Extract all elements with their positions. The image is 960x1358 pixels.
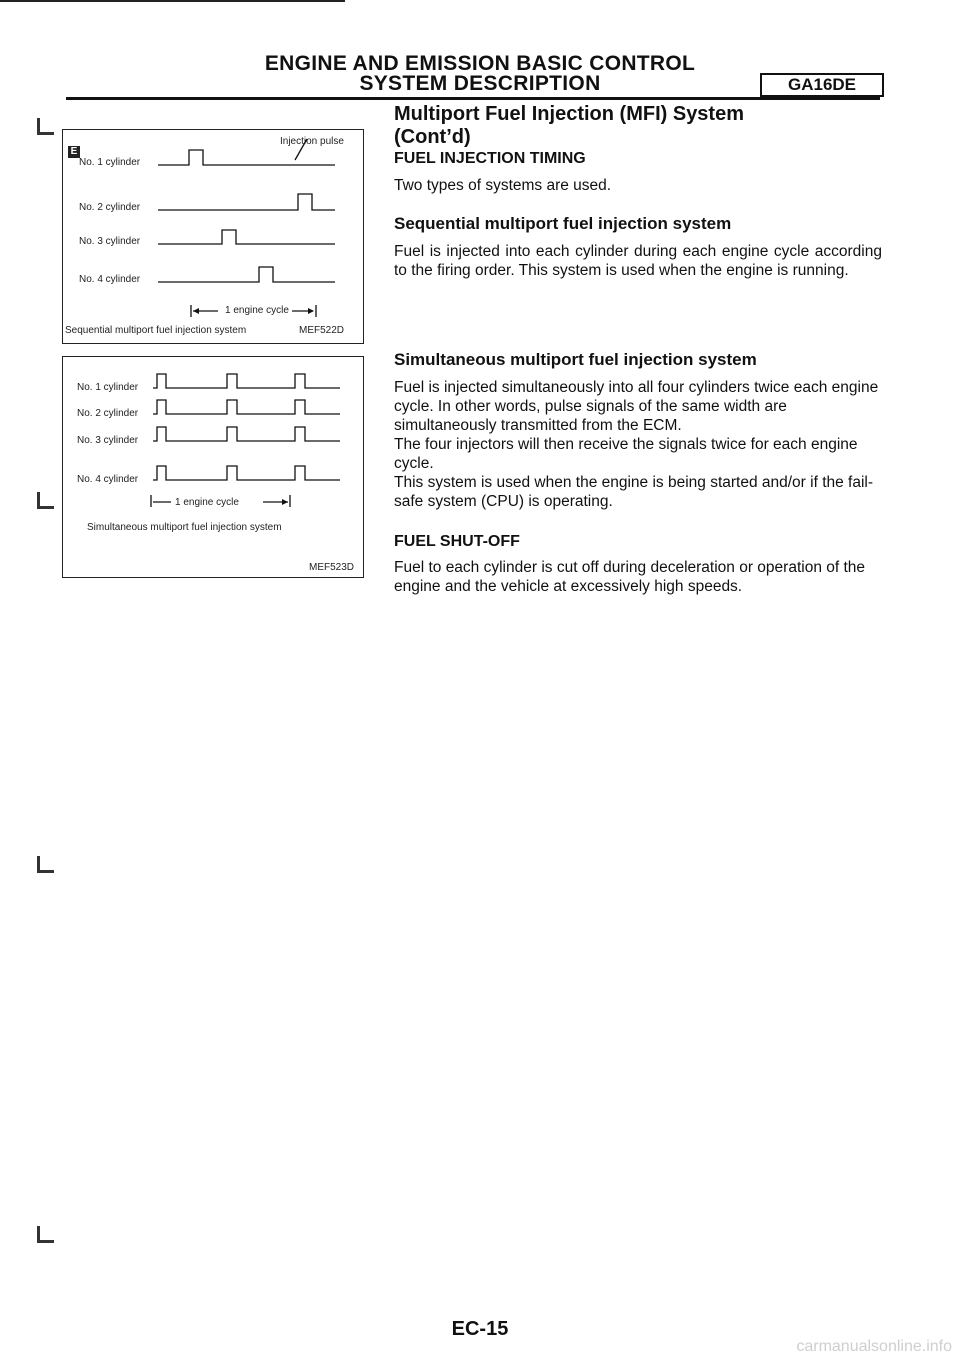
figure-caption: Simultaneous multiport fuel injection system (87, 522, 282, 533)
top-edge-rule (0, 0, 345, 2)
pulse-waveform-cyl1 (153, 374, 340, 388)
header-rule (66, 97, 880, 100)
figure-code: MEF522D (299, 325, 345, 336)
heading-simultaneous: Simultaneous multiport fuel injection system (394, 350, 757, 369)
simultaneous-body-p3: This system is used when the engine is being started and/or if the fail-safe system (CPU) is operating. (394, 474, 874, 510)
heading-fuel-shutoff: FUEL SHUT-OFF (394, 533, 520, 550)
simultaneous-body-p2: The four injectors will then receive the signals twice for each engine cycle. (394, 436, 858, 472)
binding-mark-icon (37, 118, 54, 135)
site-watermark: carmanualsonline.info (796, 1338, 952, 1355)
section-title-line1: Multiport Fuel Injection (MFI) System (394, 103, 744, 125)
section-title-line2: (Cont’d) (394, 126, 471, 148)
simultaneous-pulse-waveforms (63, 357, 363, 577)
cylinder-label: No. 4 cylinder (77, 474, 139, 485)
sequential-pulse-waveforms (63, 130, 363, 343)
page-number: EC-15 (451, 1318, 509, 1340)
cylinder-label: No. 3 cylinder (79, 236, 141, 247)
pulse-waveform-cyl2 (153, 400, 340, 414)
pulse-waveform-cyl2 (158, 194, 335, 210)
pulse-waveform-cyl3 (158, 230, 335, 244)
pulse-waveform-cyl4 (158, 267, 335, 282)
section-title (394, 103, 874, 149)
engine-model-badge: GA16DE (760, 73, 884, 97)
heading-injection-timing: FUEL INJECTION TIMING (394, 150, 586, 167)
cylinder-label: No. 1 cylinder (79, 157, 141, 168)
timing-intro: Two types of systems are used. (394, 177, 612, 194)
binding-mark-icon (37, 1226, 54, 1243)
cylinder-label: No. 1 cylinder (77, 382, 139, 393)
heading-sequential: Sequential multiport fuel injection system (394, 214, 732, 233)
figure-sequential-injection (62, 129, 364, 344)
pulse-pointer-line (295, 139, 307, 160)
simultaneous-body-p1: Fuel is injected simultaneously into all four cylinders twice each engine cycle. In other words, pulse signals of the same width are simultaneously transmitted from the ECM. (394, 379, 879, 434)
figure-code: MEF523D (309, 562, 355, 573)
page-header-line1: ENGINE AND EMISSION BASIC CONTROL (264, 52, 696, 75)
cylinder-label: No. 4 cylinder (79, 274, 141, 285)
cylinder-label: No. 2 cylinder (79, 202, 141, 213)
binding-mark-icon (37, 856, 54, 873)
engine-cycle-label: 1 engine cycle (225, 305, 289, 316)
binding-mark-icon (37, 492, 54, 509)
fuel-shutoff-body: Fuel to each cylinder is cut off during deceleration or operation of the engine and the vehicle at excessively high speeds. (394, 559, 866, 595)
page-header-line2: SYSTEM DESCRIPTION (359, 72, 601, 95)
pulse-waveform-cyl1 (158, 150, 335, 165)
pulse-waveform-cyl4 (153, 466, 340, 480)
cylinder-label: No. 3 cylinder (77, 435, 139, 446)
simultaneous-body (394, 378, 882, 511)
cylinder-label: No. 2 cylinder (77, 408, 139, 419)
section-e-badge: E (68, 146, 80, 158)
figure-caption: Sequential multiport fuel injection system (65, 325, 247, 336)
injection-pulse-label: Injection pulse (280, 136, 344, 147)
engine-cycle-label: 1 engine cycle (175, 497, 239, 508)
sequential-body: Fuel is injected into each cylinder during each engine cycle according to the firing order. This system is used when the engine is running. (394, 243, 882, 279)
figure-simultaneous-injection (62, 356, 364, 578)
pulse-waveform-cyl3 (153, 427, 340, 441)
